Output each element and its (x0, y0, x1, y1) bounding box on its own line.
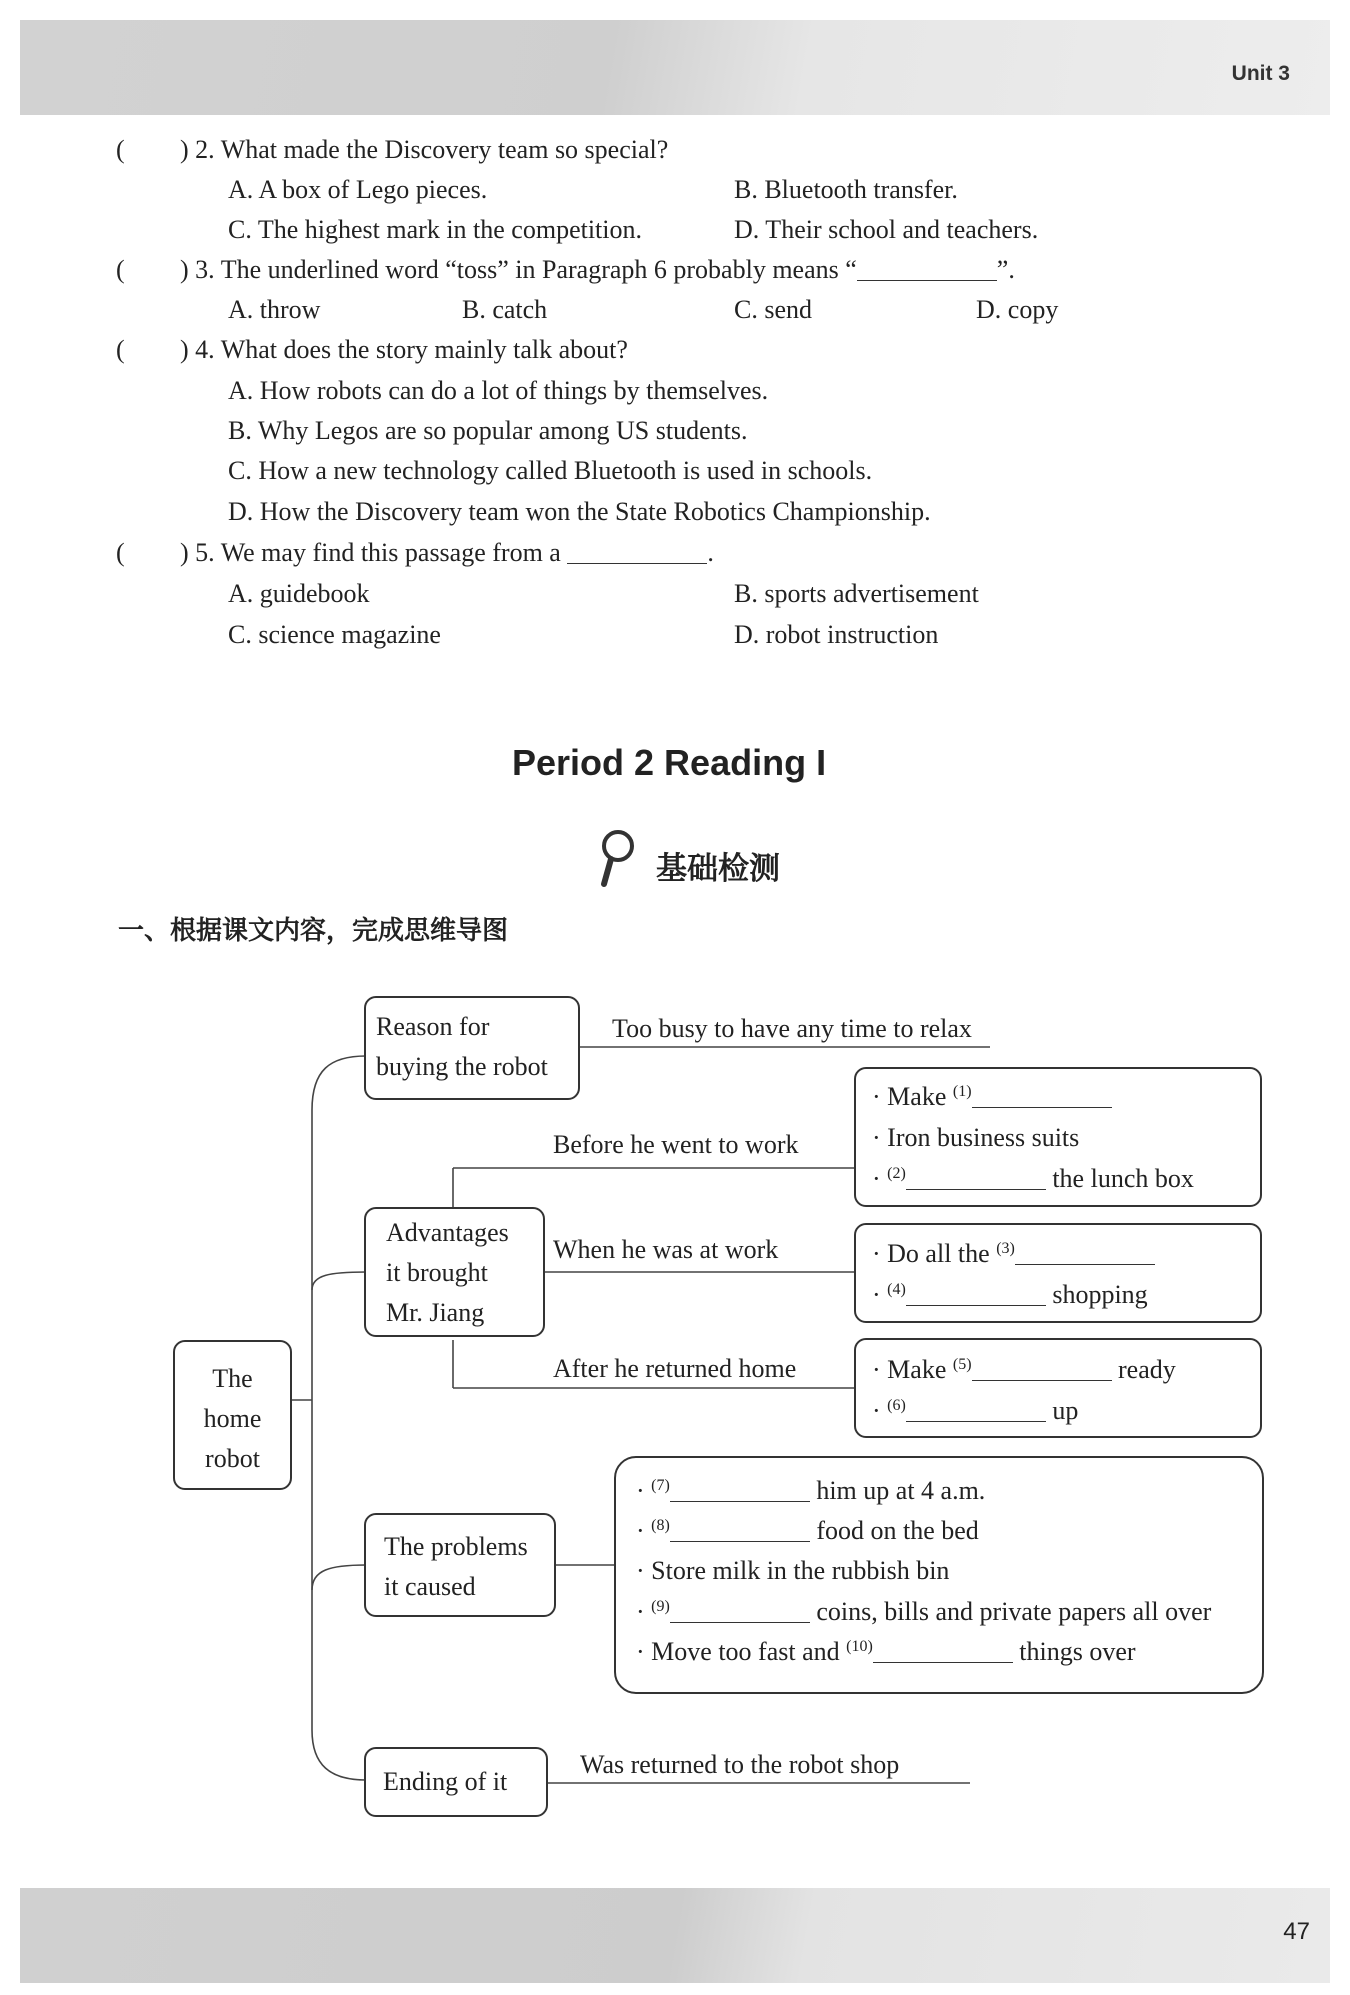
before-work-box (854, 1067, 1262, 1207)
node-label: buying the robot (376, 1052, 548, 1081)
item-do-all: · Do all the $^{(3)}$ (872, 1241, 1155, 1267)
option-a[interactable]: A. guidebook (228, 579, 370, 608)
section-title: 一、根据课文内容，完成思维导图 (118, 916, 509, 946)
question-stem: ) 2. What made the Discovery team so special? (180, 135, 669, 164)
problem-10: · Move too fast and $^{(10)}$ things over (636, 1637, 1136, 1666)
ending-node (364, 1747, 548, 1817)
option-c[interactable]: C. send (734, 295, 812, 324)
item-lunch: · $^{(2)}$ the lunch box (872, 1164, 1194, 1193)
item-up: · $^{(6)}$ up (872, 1396, 1079, 1425)
footer-band (20, 1888, 1330, 1983)
item-shopping: · $^{(4)}$ shopping (872, 1280, 1148, 1309)
node-label: Reason for (376, 1012, 490, 1041)
root-line: robot (205, 1444, 260, 1473)
option-b[interactable]: B. sports advertisement (734, 579, 979, 608)
item-make-1: · Make $^{(1)}$ (872, 1084, 1112, 1110)
problems-box (614, 1456, 1264, 1694)
question-stem: ) 3. The underlined word “toss” in Paragraph 6 probably means “ ”. (180, 255, 1015, 284)
answer-paren[interactable]: ( (116, 538, 125, 567)
reason-node (364, 996, 580, 1100)
option-c[interactable]: C. science magazine (228, 620, 441, 649)
blank-8[interactable] (670, 1521, 810, 1542)
option-b[interactable]: B. Why Legos are so popular among US students. (228, 416, 748, 445)
item-make-5: · Make $^{(5)}$ ready (872, 1355, 1176, 1384)
at-work-box (854, 1223, 1262, 1323)
blank-3[interactable] (1015, 1244, 1155, 1265)
root-line: The (212, 1364, 253, 1393)
problem-7: · $^{(7)}$ him up at 4 a.m. (636, 1476, 986, 1505)
after-home-box (854, 1338, 1262, 1438)
question-stem: ) 4. What does the story mainly talk about? (180, 335, 628, 364)
problem-milk: · Store milk in the rubbish bin (636, 1556, 950, 1585)
option-b[interactable]: B. catch (462, 295, 548, 324)
option-a[interactable]: A. How robots can do a lot of things by themselves. (228, 376, 769, 405)
node-label: it brought (386, 1258, 488, 1287)
blank-7[interactable] (670, 1481, 810, 1502)
node-label: Ending of it (383, 1767, 508, 1796)
problem-8: · $^{(8)}$ food on the bed (636, 1516, 979, 1545)
answer-paren[interactable]: ( (116, 335, 125, 364)
question-stem: ) 5. We may find this passage from a . (180, 538, 714, 567)
blank-6[interactable] (906, 1401, 1046, 1422)
option-b[interactable]: B. Bluetooth transfer. (734, 175, 958, 204)
item-iron: · Iron business suits (872, 1123, 1080, 1152)
at-work-label: When he was at work (553, 1235, 779, 1264)
option-a[interactable]: A. A box of Lego pieces. (228, 175, 488, 204)
blank-5[interactable] (972, 1360, 1112, 1381)
page-number: 47 (1283, 1918, 1310, 1945)
option-a[interactable]: A. throw (228, 295, 321, 324)
problems-node (364, 1513, 556, 1617)
blank-9[interactable] (670, 1602, 810, 1623)
node-label: Mr. Jiang (386, 1298, 485, 1327)
reason-answer: Too busy to have any time to relax (612, 1014, 972, 1043)
root-node (173, 1340, 292, 1490)
answer-paren[interactable]: ( (116, 135, 125, 164)
option-c[interactable]: C. The highest mark in the competition. (228, 215, 643, 244)
option-d[interactable]: D. Their school and teachers. (734, 215, 1039, 244)
after-home-label: After he returned home (553, 1354, 797, 1383)
answer-paren[interactable]: ( (116, 255, 125, 284)
option-c[interactable]: C. How a new technology called Bluetooth is used in schools. (228, 456, 873, 485)
blank-2[interactable] (906, 1169, 1046, 1190)
option-d[interactable]: D. How the Discovery team won the State Robotics Championship. (228, 497, 931, 526)
before-work-label: Before he went to work (553, 1130, 799, 1159)
problem-9: · $^{(9)}$ coins, bills and private papers all over (636, 1597, 1212, 1626)
unit-label: Unit 3 (1231, 62, 1290, 85)
node-label: it caused (384, 1572, 476, 1601)
basic-check-heading: 基础检测 (656, 851, 780, 887)
ending-answer: Was returned to the robot shop (580, 1750, 900, 1779)
period-title: Period 2 Reading I (512, 742, 827, 783)
root-line: home (203, 1404, 262, 1433)
blank-1[interactable] (972, 1087, 1112, 1108)
blank-10[interactable] (873, 1642, 1013, 1663)
option-d[interactable]: D. robot instruction (734, 620, 939, 649)
option-d[interactable]: D. copy (976, 295, 1059, 324)
node-label: Advantages (386, 1218, 509, 1247)
node-label: The problems (384, 1532, 528, 1561)
advantages-node (364, 1207, 545, 1337)
blank-4[interactable] (906, 1285, 1046, 1306)
